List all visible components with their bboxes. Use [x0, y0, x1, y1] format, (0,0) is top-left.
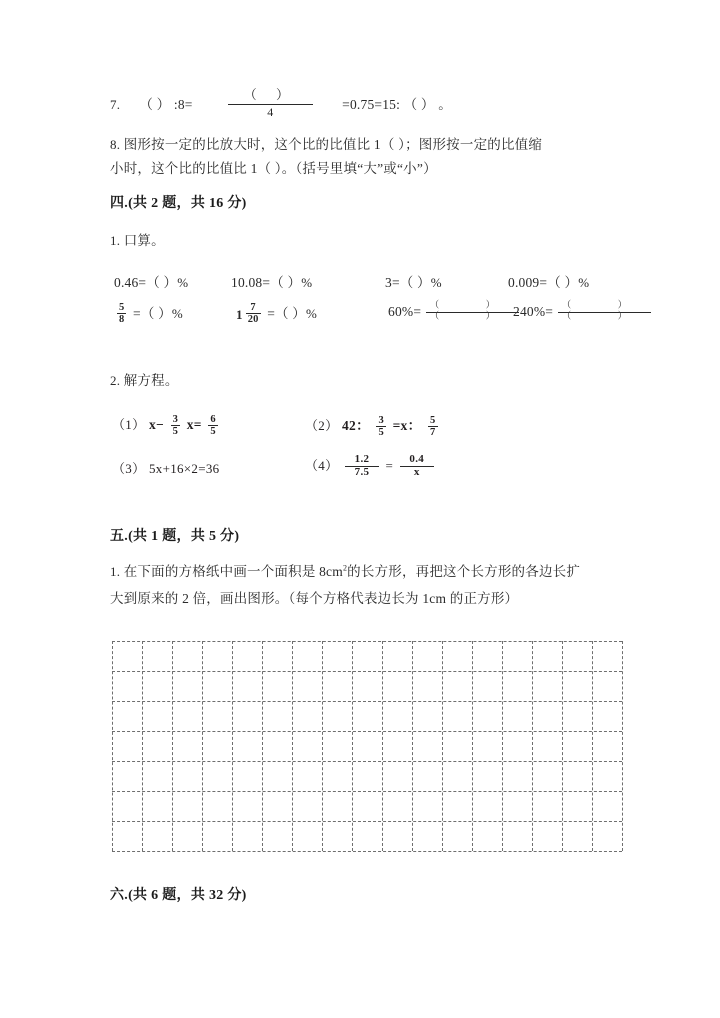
fraction-numerator: 1.2	[354, 453, 370, 465]
question-7-trailing-blank[interactable]: （ ）	[403, 96, 435, 112]
fraction-denominator: 20	[247, 314, 259, 326]
equals-sign: =	[413, 304, 422, 320]
percent-sign: %	[430, 275, 442, 290]
equation-2-mid: =x：	[392, 418, 422, 433]
grid-line-vertical	[232, 641, 233, 851]
equals-sign: =	[267, 306, 276, 321]
grid-line-vertical	[112, 641, 113, 851]
fraction-numerator: 3	[172, 413, 179, 425]
oral-calc-row-2-item-4	[513, 303, 652, 323]
equation-4-fraction-2	[400, 454, 434, 478]
grid-line-vertical	[562, 641, 563, 851]
grid-line-vertical	[442, 641, 443, 851]
oral-calc-blank[interactable]: （ ）	[547, 275, 579, 290]
fraction-five-eighths	[117, 302, 126, 325]
oral-calc-row-1-item-4	[508, 271, 589, 291]
grid-line-horizontal	[112, 791, 622, 792]
equation-2-label: （2）	[305, 418, 339, 433]
equation-1-mid: x=	[186, 417, 202, 432]
question-8-line-1	[110, 133, 542, 153]
grid-line-horizontal	[112, 821, 622, 822]
oral-calc-row-2-item-2	[236, 302, 317, 326]
oral-calc-expr: 0.46=	[114, 275, 147, 290]
equation-4	[305, 455, 437, 479]
grid-line-vertical	[292, 641, 293, 851]
equation-4-equals: =	[385, 458, 394, 474]
area-unit-exponent: 2	[342, 563, 348, 573]
equation-4-fraction-1	[345, 454, 379, 478]
fraction-denominator: 5	[378, 426, 384, 438]
question-8-line-2	[110, 157, 437, 177]
section-five-q1-line-2	[110, 587, 518, 607]
grid-line-vertical	[622, 641, 623, 851]
fraction-denominator: 8	[119, 314, 125, 326]
equation-1-label: （1）	[112, 417, 146, 432]
fraction-numerator: 6	[210, 413, 216, 425]
section-four-q1-number: 1.	[110, 233, 121, 248]
blank-fraction-numerator[interactable]: （ ）	[561, 301, 650, 311]
fraction-numerator: 5	[119, 302, 125, 314]
blank-fraction[interactable]	[426, 302, 519, 322]
percent-value: 60%	[388, 304, 414, 320]
blank-fraction-denominator[interactable]: （ ）	[426, 312, 519, 323]
equation-3-expression: 5x+16×2=36	[148, 461, 220, 476]
percent-sign: %	[171, 306, 183, 321]
grid-line-vertical	[322, 641, 323, 851]
question-7	[110, 87, 452, 122]
question-7-equals-chain: =0.75=15:	[342, 96, 401, 112]
oral-calc-blank[interactable]: （ ）	[270, 275, 302, 290]
grid-line-vertical	[532, 641, 533, 851]
fraction-denominator: 5	[210, 425, 216, 437]
equation-3-label: （3）	[112, 461, 146, 476]
equation-3	[112, 458, 219, 477]
oral-calc-blank[interactable]: （ ）	[140, 306, 172, 321]
question-7-lead-blank[interactable]: （ ）	[139, 96, 171, 112]
percent-sign: %	[301, 275, 313, 290]
oral-calc-expr: 0.009=	[508, 275, 548, 290]
section-four-q1	[110, 229, 165, 249]
percent-sign: %	[177, 275, 189, 290]
section-five-q1-text-line2: 大到原来的 2 倍，画出图形。（每个方格代表边长为 1cm 的正方形）	[110, 591, 519, 606]
percent-value: 240%	[513, 304, 546, 320]
grid-line-vertical	[502, 641, 503, 851]
equation-2	[305, 414, 441, 439]
grid-line-vertical	[412, 641, 413, 851]
section-five-heading: 五.(共 1 题，共 5 分)	[110, 529, 240, 544]
question-7-fraction-numerator[interactable]: （ ）	[243, 87, 298, 102]
equation-1-fraction-2	[208, 414, 218, 437]
fraction-denominator: 7.5	[345, 466, 379, 479]
oral-calc-row-1-item-1	[114, 271, 188, 291]
grid-line-vertical	[382, 641, 383, 851]
question-8-text-line2: 小时，这个比的比值比 1（ ）。（括号里填“大”或“小”）	[110, 161, 437, 176]
fraction-numerator: 0.4	[409, 453, 425, 465]
equation-4-label: （4）	[305, 458, 339, 474]
section-four-q2-number: 2.	[110, 373, 121, 388]
question-7-number: 7.	[110, 96, 121, 112]
equation-1	[112, 414, 221, 438]
blank-fraction-denominator[interactable]: （ ）	[558, 312, 651, 323]
oral-calc-expr: 10.08=	[231, 275, 271, 290]
fraction-denominator: 7	[429, 426, 436, 438]
blank-fraction-numerator[interactable]: （ ）	[429, 301, 518, 311]
oral-calc-expr: 3=	[385, 275, 400, 290]
mixed-whole-part: 1	[236, 306, 243, 322]
grid-line-vertical	[262, 641, 263, 851]
equation-1-fraction-1	[171, 414, 181, 437]
oral-calc-blank[interactable]: （ ）	[275, 306, 306, 321]
question-7-fraction	[228, 88, 313, 120]
equals-sign: =	[545, 304, 554, 320]
fraction-denominator: 5	[172, 425, 179, 437]
mixed-number-one-seven-twentieths	[236, 303, 264, 326]
fraction-numerator: 3	[378, 414, 384, 426]
section-five-q1-text-a: 在下面的方格纸中画一个面积是 8cm	[123, 564, 343, 579]
grid-line-vertical	[202, 641, 203, 851]
section-four-q2	[110, 369, 179, 389]
question-8-number: 8.	[110, 137, 121, 152]
section-four-q2-title: 解方程。	[123, 373, 179, 388]
percent-sign: %	[306, 306, 318, 321]
equation-1-lhs: x−	[148, 417, 165, 432]
question-7-fraction-denominator: 4	[228, 104, 313, 120]
section-four-heading: 四.(共 2 题，共 16 分)	[110, 196, 247, 211]
section-five-q1-line-1	[110, 560, 580, 580]
question-7-ratio-tail: :8=	[173, 96, 193, 112]
grid-line-vertical	[352, 641, 353, 851]
grid-line-horizontal	[112, 641, 622, 642]
equation-2-fraction-2	[428, 415, 438, 438]
grid-line-vertical	[142, 641, 143, 851]
equation-2-fraction-1	[376, 415, 386, 438]
fraction-numerator: 7	[250, 302, 256, 314]
oral-calc-row-2-item-3	[388, 303, 520, 323]
blank-fraction[interactable]	[558, 302, 651, 322]
mixed-fraction-part	[246, 302, 261, 325]
percent-sign: %	[578, 275, 590, 290]
oral-calc-row-1-item-2	[231, 271, 312, 291]
grid-line-vertical	[592, 641, 593, 851]
oral-calc-blank[interactable]: （ ）	[399, 275, 431, 290]
grid-paper[interactable]	[112, 641, 622, 851]
equals-sign: =	[133, 306, 141, 321]
grid-line-horizontal	[112, 761, 622, 762]
question-8-text-line1: 图形按一定的比放大时，这个比的比值比 1（ ）；图形按一定的比值缩	[123, 137, 543, 152]
fraction-denominator: x	[400, 466, 434, 479]
grid-line-horizontal	[112, 851, 622, 852]
grid-line-horizontal	[112, 701, 622, 702]
oral-calc-row-2-item-1	[114, 302, 183, 326]
grid-line-horizontal	[112, 671, 622, 672]
oral-calc-blank[interactable]: （ ）	[146, 275, 178, 290]
question-7-period: 。	[438, 96, 452, 112]
oral-calc-row-1-item-3	[385, 271, 442, 291]
equation-2-head: 42：	[341, 418, 370, 433]
section-four-q1-title: 口算。	[123, 233, 165, 248]
section-six-heading: 六.(共 6 题，共 32 分)	[110, 888, 247, 903]
section-five-q1-text-b: 的长方形，再把这个长方形的各边长扩	[347, 564, 581, 579]
grid-line-vertical	[172, 641, 173, 851]
grid-line-vertical	[472, 641, 473, 851]
section-five-q1-number: 1.	[110, 564, 121, 579]
grid-line-horizontal	[112, 731, 622, 732]
fraction-numerator: 5	[429, 414, 436, 426]
